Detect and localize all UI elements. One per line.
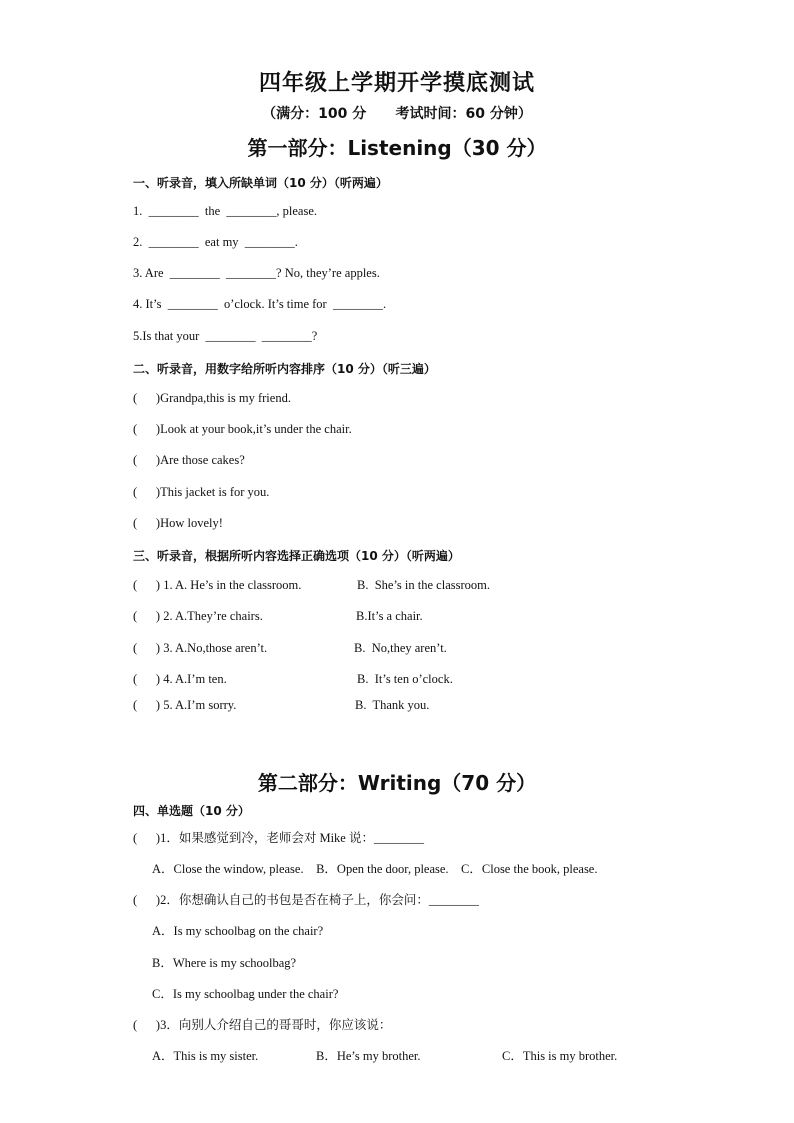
mc-q2-stem: ( )2．你想确认自己的书包是否在椅子上，你会问：________ <box>133 893 479 907</box>
choice-line-2-a: ( ) 2. A.They’re chairs. <box>133 609 263 623</box>
fill-line-2: 2. ________ eat my ________. <box>133 235 298 249</box>
fill-line-1: 1. ________ the ________, please. <box>133 204 318 218</box>
mc-q2-option-a: A．Is my schoolbag on the chair? <box>152 924 324 938</box>
section2-heading: 二、听录音，用数字给所听内容排序（10 分）（听三遍） <box>133 362 436 376</box>
fill-line-4: 4. It’s ________ o’clock. It’s time for ________. <box>133 297 387 311</box>
choice-line-2-b: B.It’s a chair. <box>356 609 423 623</box>
mc-q1-stem: ( )1．如果感觉到冷，老师会对 Mike 说：________ <box>133 831 424 845</box>
page-title: 四年级上学期开学摸底测试 <box>258 71 535 96</box>
mc-q2-option-b: B．Where is my schoolbag? <box>152 956 297 970</box>
part2-title: 第二部分：Writing（70 分） <box>257 771 537 795</box>
section3-heading: 三、听录音，根据所听内容选择正确选项（10 分）（听两遍） <box>133 549 460 563</box>
mc-q3-option-a: A．This is my sister. <box>152 1049 259 1063</box>
choice-line-4-a: ( ) 4. A.I’m ten. <box>133 672 227 686</box>
mc-q1-options: A．Close the window, please. B．Open the door, please. C．Close the book, please. <box>152 862 598 876</box>
part1-title: 第一部分：Listening（30 分） <box>247 136 547 160</box>
choice-line-3-b: B. No,they aren’t. <box>354 641 447 655</box>
mc-q2-option-c: C．Is my schoolbag under the chair? <box>152 987 339 1001</box>
choice-line-5-b: B. Thank you. <box>355 698 430 712</box>
order-line-4: ( )This jacket is for you. <box>133 485 270 499</box>
choice-line-4-b: B. It’s ten o’clock. <box>357 672 453 686</box>
section1-heading: 一、听录音，填入所缺单词（10 分）（听两遍） <box>133 176 388 190</box>
order-line-5: ( )How lovely! <box>133 516 223 530</box>
order-line-1: ( )Grandpa,this is my friend. <box>133 391 291 405</box>
order-line-2: ( )Look at your book,it’s under the chair. <box>133 422 352 436</box>
mc-q3-option-b: B．He’s my brother. <box>316 1049 421 1063</box>
order-line-3: ( )Are those cakes? <box>133 453 245 467</box>
choice-line-3-a: ( ) 3. A.No,those aren’t. <box>133 641 268 655</box>
choice-line-5-a: ( ) 5. A.I’m sorry. <box>133 698 237 712</box>
mc-q3-option-c: C．This is my brother. <box>502 1049 618 1063</box>
choice-line-1-a: ( ) 1. A. He’s in the classroom. <box>133 578 302 592</box>
section4-heading: 四、单选题（10 分） <box>133 804 250 818</box>
fill-line-3: 3. Are ________ ________? No, they’re apples. <box>133 266 380 280</box>
fill-line-5: 5.Is that your ________ ________? <box>133 329 318 343</box>
mc-q3-stem: ( )3．向别人介绍自己的哥哥时，你应该说： <box>133 1018 392 1032</box>
choice-line-1-b: B. She’s in the classroom. <box>357 578 490 592</box>
exam-info: （满分：100 分 考试时间：60 分钟） <box>262 106 532 122</box>
